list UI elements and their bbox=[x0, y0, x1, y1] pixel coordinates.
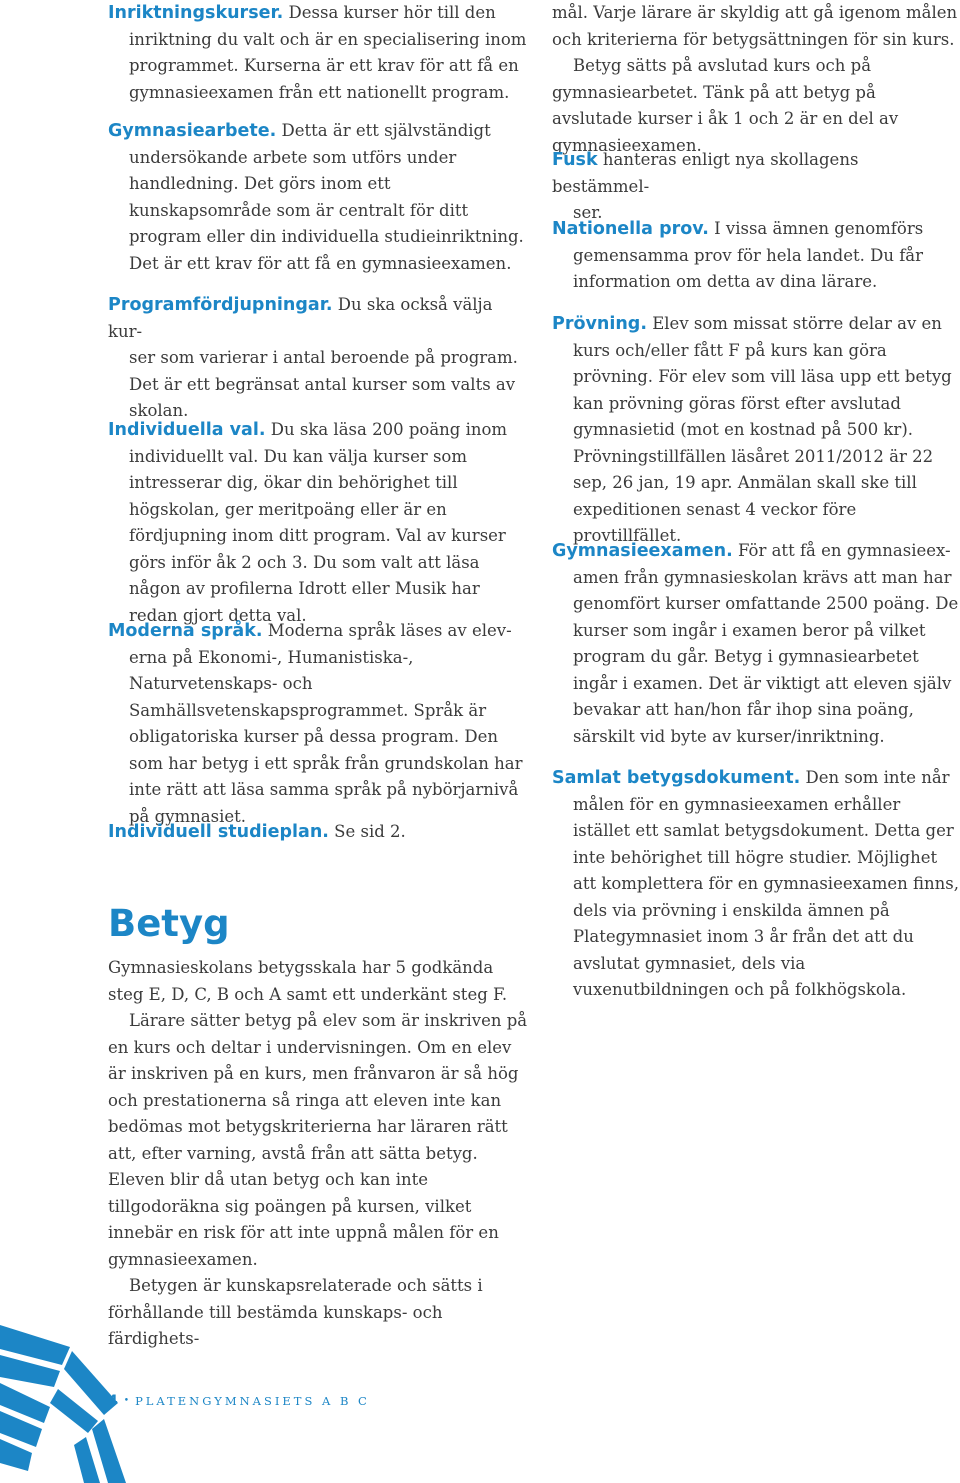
entry-term: Inriktningskurser. bbox=[108, 3, 284, 23]
page-footer bbox=[108, 1393, 370, 1409]
entry-text: gemensamma prov för hela landet. Du får information om detta av dina lärare. bbox=[573, 245, 924, 291]
entry-lead: Dessa kurser hör till den bbox=[288, 3, 496, 22]
paragraph: Betygen är kunskapsrelaterade och sätts i förhållande till bestämda kunskaps- och färdighets- bbox=[108, 1276, 483, 1348]
entry-text: undersökande arbete som utförs under handledning. Det görs inom ett kunskapsområde som är centralt för ditt program eller din individuella studieinriktning. Det är ett krav för att få en gymnasieexamen. bbox=[129, 147, 524, 273]
entry-text: ser som varierar i antal beroende på program. Det är ett begränsat antal kurser som valts av skolan. bbox=[129, 348, 518, 420]
entry-lead: Du ska läsa 200 poäng inom bbox=[270, 420, 508, 439]
entry-lead: I vissa ämnen genomförs bbox=[714, 219, 924, 238]
entry-term: Nationella prov. bbox=[552, 219, 709, 239]
entry-individuell-studieplan bbox=[108, 819, 528, 846]
entry-term: Gymnasieexamen. bbox=[552, 541, 733, 561]
entry-lead: Detta är ett självständigt bbox=[281, 121, 491, 140]
entry-term: Individuell studieplan. bbox=[108, 822, 329, 842]
entry-nationella-prov bbox=[552, 216, 960, 296]
entry-provning bbox=[552, 311, 960, 550]
entry-term: Samlat betygsdokument. bbox=[552, 768, 801, 788]
entry-gymnasieexamen bbox=[552, 538, 960, 750]
entry-fusk bbox=[552, 147, 960, 227]
publication-title: PLATENGYMNASIETS A B C bbox=[135, 1394, 370, 1408]
entry-inriktningskurser bbox=[108, 0, 528, 106]
entry-term: Gymnasiearbete. bbox=[108, 121, 277, 141]
entry-samlat-betygsdokument bbox=[552, 765, 960, 1004]
paragraph: Lärare sätter betyg på elev som är inskriven på en kurs och deltar i undervisningen. Om en elev är inskriven på en kurs, men frånvaron är så hög och prestationerna så ringa att eleven inte kan bedömas mot betygskriterierna har läraren rätt att, efter varning, avstå från att sätta betyg. Eleven blir då utan betyg och kan inte tillgodoräkna sig poängen på kursen, vilket innebär en risk för att inte uppnå målen för en gymnasieexamen. bbox=[108, 1011, 528, 1269]
entry-programfordjupningar bbox=[108, 292, 528, 425]
page-number: 4 bbox=[108, 1393, 118, 1409]
entry-text: individuellt val. Du kan välja kurser som intresserar dig, ökar din behörighet till högskolan, ger meritpoäng eller är en fördjupning inom ditt program. Val av kurser görs inför åk 2 och 3. Du som valt att läsa någon av profilerna Idrott eller Musik har redan gjort detta val. bbox=[129, 446, 506, 625]
bullet-separator: • bbox=[123, 1396, 130, 1406]
paragraph: Gymnasieskolans betygsskala har 5 godkända steg E, D, C, B och A samt ett underkänt steg F. bbox=[108, 958, 508, 1004]
betyg-body bbox=[108, 955, 528, 1353]
betyg-continued bbox=[552, 0, 960, 159]
entry-term: Programfördjupningar. bbox=[108, 295, 333, 315]
entry-text: ser. bbox=[573, 203, 603, 222]
entry-lead: Den som inte når bbox=[805, 768, 950, 787]
entry-term: Moderna språk. bbox=[108, 621, 263, 641]
entry-text: kurs och/eller fått F på kurs kan göra prövning. För elev som vill läsa upp ett betyg kan prövning göras först efter avslutad gymnasietid (mot en kostnad på 500 kr). Prövningstillfällen läsåret 2011/2012 är 22 sep, 26 jan, 19 apr. Anmälan skall ske till expeditionen senast 4 veckor före provtillfället. bbox=[573, 340, 952, 545]
entry-individuella-val bbox=[108, 417, 528, 629]
section-heading-betyg: Betyg bbox=[108, 902, 230, 945]
entry-moderna-sprak bbox=[108, 618, 528, 830]
entry-lead: Se sid 2. bbox=[334, 822, 406, 841]
entry-lead: hanteras enligt nya skollagens bestämmel- bbox=[552, 150, 859, 196]
entry-term: Individuella val. bbox=[108, 420, 266, 440]
entry-text: målen för en gymnasieexamen erhåller istället ett samlat betygsdokument. Detta ger inte behörighet till högre studier. Möjlighet att komplettera för en gymnasieexamen finns, dels via prövning i enskilda ämnen på Plategymnasiet inom 3 år från det att du avslutat gymnasiet, dels via vuxenutbildningen och på folkhögskola. bbox=[573, 794, 959, 999]
entry-lead: För att få en gymnasieex- bbox=[737, 541, 951, 560]
entry-term: Prövning. bbox=[552, 314, 647, 334]
entry-text: inriktning du valt och är en specialisering inom programmet. Kurserna är ett krav för att få en gymnasieexamen från ett nationellt program. bbox=[129, 29, 527, 102]
entry-text: amen från gymnasieskolan krävs att man har genomfört kurser omfattande 2500 poäng. De kurser som ingår i examen beror på vilket program du går. Betyg i gymnasiearbetet ingår i examen. Det är viktigt att eleven själv bevakar att han/hon får ihop sina poäng, särskilt vid byte av kurser/inriktning. bbox=[573, 567, 959, 746]
paragraph: mål. Varje lärare är skyldig att gå igenom målen och kriterierna för betygsättningen för sin kurs. bbox=[552, 3, 958, 49]
entry-term: Fusk bbox=[552, 150, 598, 170]
entry-lead: Elev som missat större delar av en bbox=[652, 314, 942, 333]
entry-lead: Du ska också välja kur- bbox=[108, 295, 493, 341]
entry-gymnasiearbete bbox=[108, 118, 528, 277]
entry-lead: Moderna språk läses av elev- bbox=[267, 621, 512, 640]
entry-text: erna på Ekonomi-, Humanistiska-, Naturvetenskaps- och Samhällsvetenskapsprogrammet. Språk är obligatoriska kurser på dessa program. Den som har betyg i ett språk från grundskolan har inte rätt att läsa samma språk på nybörjarnivå på gymnasiet. bbox=[129, 647, 523, 826]
paragraph: Betyg sätts på avslutad kurs och på gymnasiearbetet. Tänk på att betyg på avslutade kurser i åk 1 och 2 är en del av gymnasieexamen. bbox=[552, 56, 899, 155]
